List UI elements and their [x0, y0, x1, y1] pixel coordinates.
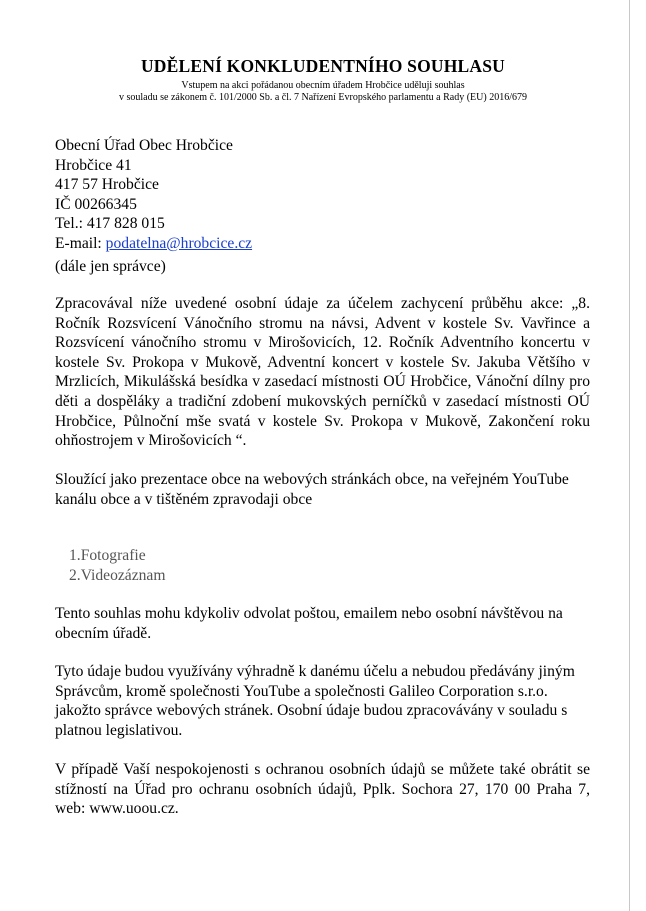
- controller-street: Hrobčice 41: [55, 156, 132, 174]
- controller-ic: IČ 00266345: [55, 195, 137, 213]
- email-label: E-mail:: [55, 234, 106, 252]
- page-edge: [629, 0, 646, 911]
- purpose-paragraph: Zpracovával níže uvedené osobní údaje za účelem zachycení průběhu akce: „8. Ročník Rozsvícení Vánočního stromu na návsi, Advent v kostele Sv. Vavřince a Rozsvícení vánočního stromu v Mirošovicích, 12. Ročník Adventního koncertu v kostele Sv. Prokopa v Mukově, Adventní koncert v kostele Sv. Jakuba Většího v Mrzlicích, Mikulášská besídka v zasedací místnosti OÚ Hrobčice, Vánoční dílny pro děti a dospěláky a tradiční zdobení mukovských perníčků v zasedací místnosti OÚ Hrobčice, Půlnoční mše svatá v kostele Sv. Prokopa v Mukově, Zakončení roku ohňostrojem v Mirošovicích “.: [55, 295, 590, 450]
- list-item-photos: 1.Fotografie: [69, 547, 146, 564]
- usage-scope-paragraph: Tyto údaje budou využívány výhradně k danému účelu a nebudou předávány jiným Správcům, kromě společnosti YouTube a společnosti Galileo Corporation s.r.o. jakožto správce webových stránek. Osobní údaje budou zpracovávány v souladu s platnou legislativou.: [55, 663, 575, 739]
- email-link[interactable]: podatelna@hrobcice.cz: [105, 234, 253, 252]
- complaint-paragraph: V případě Vaší nespokojenosti s ochranou osobních údajů se můžete také obrátit se stížností na Úřad pro ochranu osobních údajů, Pplk. Sochora 27, 170 00 Praha 7, web: www.uoou.cz.: [55, 761, 590, 818]
- controller-email-line: [55, 234, 252, 254]
- controller-city: 417 57 Hrobčice: [55, 176, 159, 194]
- list-item-video: 2.Videozáznam: [69, 566, 166, 584]
- controller-name: Obecní Úřad Obec Hrobčice: [55, 137, 233, 154]
- revoke-paragraph: Tento souhlas mohu kdykoliv odvolat poštou, emailem nebo osobní návštěvou na obecním úřadě.: [55, 605, 563, 642]
- document-title: UDĚLENÍ KONKLUDENTNÍHO SOUHLASU: [140, 56, 506, 76]
- controller-note: (dále jen správce): [55, 258, 166, 275]
- subtitle-line-1: Vstupem na akci pořádanou obecním úřadem Hrobčice uděluji souhlas: [181, 80, 465, 91]
- data-type-list: [69, 546, 165, 585]
- usage-paragraph: Sloužící jako prezentace obce na webových stránkách obce, na veřejném YouTube kanálu obce a v tištěném zpravodaji obce: [55, 471, 569, 508]
- controller-address: [55, 136, 252, 254]
- subtitle-line-2: v souladu se zákonem č. 101/2000 Sb. a čl. 7 Nařízení Evropského parlamentu a Rady (EU) 2016/679: [119, 92, 527, 103]
- controller-tel: Tel.: 417 828 015: [55, 215, 165, 233]
